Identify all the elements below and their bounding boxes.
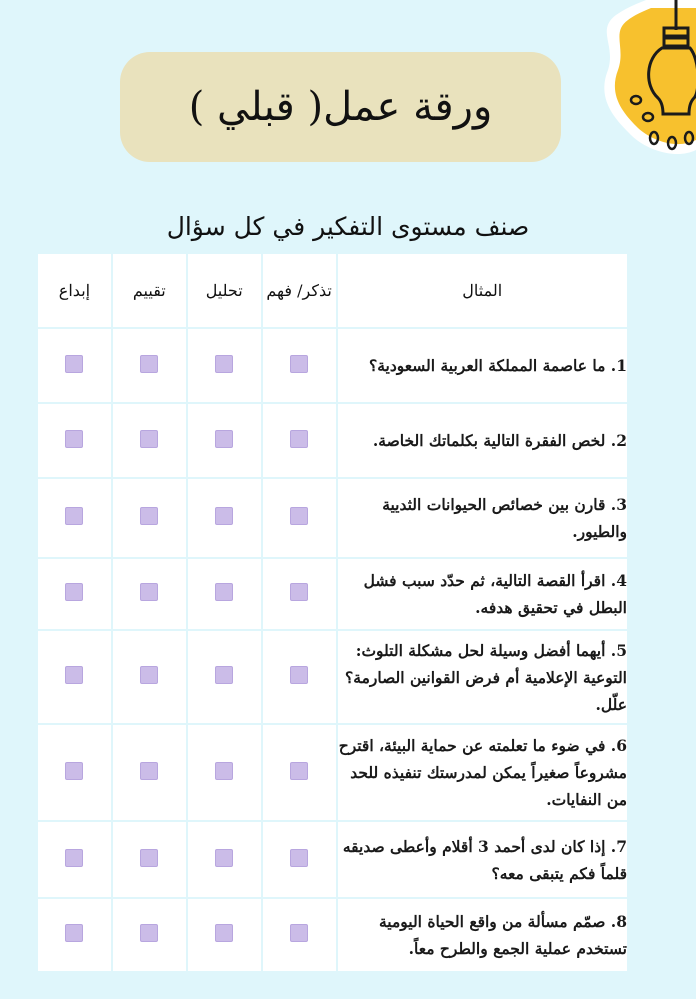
checkbox-evaluation[interactable] bbox=[140, 666, 158, 684]
checkbox-analysis[interactable] bbox=[215, 762, 233, 780]
table-row bbox=[38, 559, 627, 629]
column-header-analysis: تحليل bbox=[188, 254, 261, 327]
checkbox-creation[interactable] bbox=[65, 430, 83, 448]
checkbox-evaluation[interactable] bbox=[140, 583, 158, 601]
question-text: 2. لخص الفقرة التالية بكلماتك الخاصة. bbox=[338, 404, 627, 477]
checkbox-remember[interactable] bbox=[290, 849, 308, 867]
column-header-creation: إبداع bbox=[38, 254, 111, 327]
checkbox-analysis[interactable] bbox=[215, 507, 233, 525]
checkbox-creation[interactable] bbox=[65, 666, 83, 684]
checkbox-remember[interactable] bbox=[290, 355, 308, 373]
table-row bbox=[38, 329, 627, 402]
table-row bbox=[38, 404, 627, 477]
lightbulb-icon bbox=[576, 0, 696, 170]
checkbox-evaluation[interactable] bbox=[140, 507, 158, 525]
checkbox-remember[interactable] bbox=[290, 924, 308, 942]
column-header-example: المثال bbox=[338, 254, 627, 327]
checkbox-creation[interactable] bbox=[65, 924, 83, 942]
checkbox-creation[interactable] bbox=[65, 762, 83, 780]
checkbox-creation[interactable] bbox=[65, 849, 83, 867]
table-row bbox=[38, 899, 627, 971]
checkbox-remember[interactable] bbox=[290, 583, 308, 601]
table-row bbox=[38, 822, 627, 897]
checkbox-evaluation[interactable] bbox=[140, 924, 158, 942]
page-title: ورقة عمل( قبلي ) bbox=[188, 84, 493, 130]
question-text: 7. إذا كان لدى أحمد 3 أقلام وأعطى صديقه قلماً فكم يتبقى معه؟ bbox=[338, 822, 627, 897]
checkbox-evaluation[interactable] bbox=[140, 762, 158, 780]
checkbox-remember[interactable] bbox=[290, 507, 308, 525]
checkbox-remember[interactable] bbox=[290, 666, 308, 684]
checkbox-analysis[interactable] bbox=[215, 430, 233, 448]
table-row bbox=[38, 725, 627, 820]
question-text: 6. في ضوء ما تعلمته عن حماية البيئة، اقترح مشروعاً صغيراً يمكن لمدرستك تنفيذه للحد من النفايات. bbox=[338, 725, 627, 820]
worksheet-title-box bbox=[120, 52, 561, 162]
question-text: 1. ما عاصمة المملكة العربية السعودية؟ bbox=[338, 329, 627, 402]
table-row bbox=[38, 631, 627, 723]
question-text: 3. قارن بين خصائص الحيوانات الثديية والطيور. bbox=[338, 479, 627, 557]
question-text: 5. أيهما أفضل وسيلة لحل مشكلة التلوث: التوعية الإعلامية أم فرض القوانين الصارمة؟ علّل. bbox=[338, 631, 627, 723]
lightbulb-illustration bbox=[576, 0, 696, 170]
column-header-remember: تذكر/ فهم bbox=[263, 254, 336, 327]
question-text: 8. صمّم مسألة من واقع الحياة اليومية تستخدم عملية الجمع والطرح معاً. bbox=[338, 899, 627, 971]
question-text: 4. اقرأ القصة التالية، ثم حدّد سبب فشل البطل في تحقيق هدفه. bbox=[338, 559, 627, 629]
checkbox-analysis[interactable] bbox=[215, 849, 233, 867]
thinking-levels-table bbox=[36, 252, 629, 973]
checkbox-analysis[interactable] bbox=[215, 924, 233, 942]
checkbox-remember[interactable] bbox=[290, 430, 308, 448]
column-header-evaluation: تقييم bbox=[113, 254, 186, 327]
checkbox-creation[interactable] bbox=[65, 507, 83, 525]
checkbox-creation[interactable] bbox=[65, 355, 83, 373]
instructions-subtitle: صنف مستوى التفكير في كل سؤال bbox=[166, 212, 530, 241]
table-row bbox=[38, 479, 627, 557]
checkbox-analysis[interactable] bbox=[215, 355, 233, 373]
checkbox-analysis[interactable] bbox=[215, 583, 233, 601]
checkbox-creation[interactable] bbox=[65, 583, 83, 601]
checkbox-remember[interactable] bbox=[290, 762, 308, 780]
checkbox-analysis[interactable] bbox=[215, 666, 233, 684]
table-header-row bbox=[38, 254, 627, 327]
checkbox-evaluation[interactable] bbox=[140, 430, 158, 448]
checkbox-evaluation[interactable] bbox=[140, 355, 158, 373]
checkbox-evaluation[interactable] bbox=[140, 849, 158, 867]
